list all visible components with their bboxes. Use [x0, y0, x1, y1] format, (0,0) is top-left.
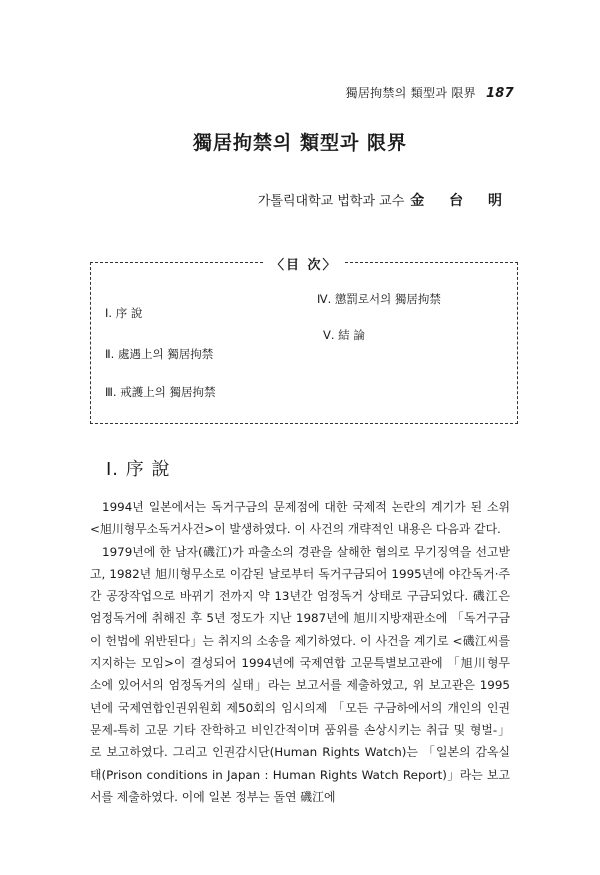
toc-title: 〈目 次〉 [265, 254, 344, 273]
running-title: 獨居拘禁의 類型과 限界 [345, 86, 476, 100]
running-header [346, 84, 514, 101]
article-title: 獨居拘禁의 類型과 限界 [193, 132, 407, 154]
toc-item-punishment: Ⅳ. 懲罰로서의 獨居拘禁 [317, 292, 441, 306]
section-heading: Ⅰ. 序 說 [106, 459, 171, 480]
body-text [90, 496, 510, 808]
author-line [258, 190, 512, 210]
body-paragraph: 1979년에 한 남자(磯江)가 파출소의 경관을 살해한 혐의로 무기징역을 선고받고, 1982년 旭川형무소로 이감된 날로부터 독거구금되어 1995년에 야간독거·주간 공장작업으로 바뀌기 전까지 약 13년간 엄정독거 상태로 구금되었다. 磯江은 엄정독거에 취해진 후 5년 정도가 지난 1987년에 旭川지방재판소에 「독거구금이 헌법에 위반된다」는 취지의 소송을 제기하였다. 이 사건을 계기로 <磯江씨를 지지하는 모임>이 결성되어 1994년에 국제연합 고문특별보고관에 「旭川형무소에 있어서의 엄정독거의 실태」라는 보고서를 제출하였고, 위 보고관은 1995년에 국제연합인권위원회 제50회의 임시의제 「모든 구금하에서의 개인의 인권문제-특히 고문 기타 잔학하고 비인간적이며 품위를 손상시키는 취급 및 형벌-」로 보고하였다. 그리고 인권감시단(Human Rights Watch)는 「일본의 감옥실태(Prison conditions in Japan : Human Rights Watch Report)」라는 보고서를 제출하였다. 이에 일본 정부는 돌연 磯江에 [90, 544, 510, 804]
toc-item-security: Ⅲ. 戒護上의 獨居拘禁 [105, 385, 216, 399]
page-number: 187 [485, 86, 514, 101]
table-of-contents [90, 258, 518, 424]
toc-item-introduction: Ⅰ. 序 說 [105, 306, 143, 320]
author-affiliation: 가톨릭대학교 법학과 교수 [257, 194, 405, 209]
toc-item-conclusion: Ⅴ. 結 論 [323, 328, 365, 342]
toc-item-treatment: Ⅱ. 處遇上의 獨居拘禁 [105, 347, 214, 361]
body-paragraph: 1994년 일본에서는 독거구금의 문제점에 대한 국제적 논란의 계기가 된 소위 <旭川형무소독거사건>이 발생하였다. 이 사건의 개략적인 내용은 다음과 같다. [90, 500, 510, 537]
author-name: 金 台 明 [410, 193, 512, 209]
